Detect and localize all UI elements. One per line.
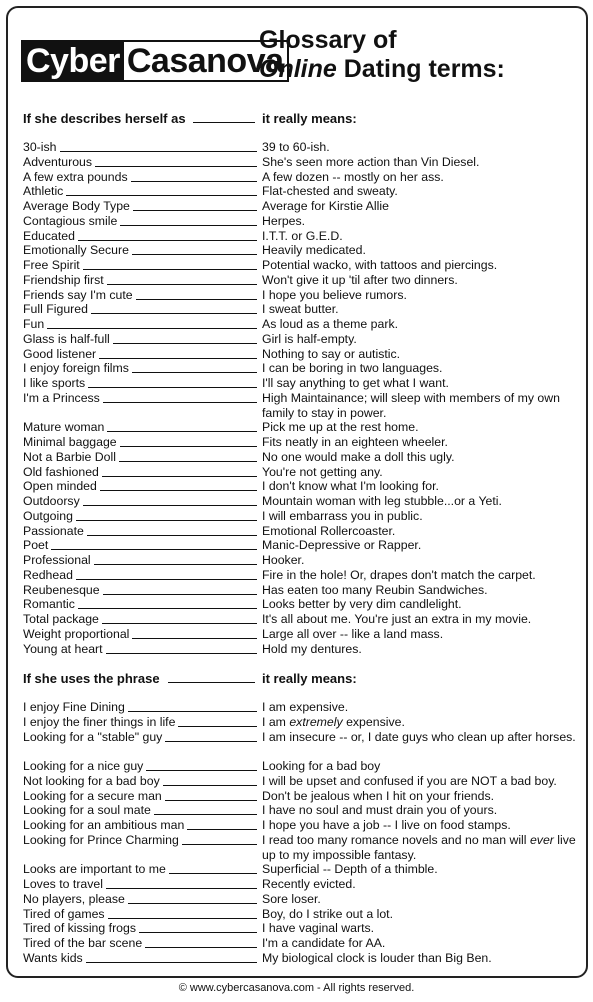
term-cell (23, 199, 257, 214)
term-text: I like sports (23, 376, 86, 390)
leader-line (103, 402, 257, 403)
section2-heading-blank (168, 682, 255, 683)
term-text: Loves to travel (23, 877, 103, 891)
term-text: Open minded (23, 479, 97, 494)
meaning-text: Herpes. (262, 213, 306, 228)
glossary-row (23, 538, 583, 553)
term-cell (23, 140, 257, 155)
leader-line (47, 328, 257, 329)
glossary-row (23, 833, 583, 863)
glossary-row (23, 420, 583, 435)
term-cell (23, 730, 257, 745)
leader-line (154, 814, 257, 815)
leader-line (120, 225, 257, 226)
term-cell (23, 789, 257, 804)
leader-line (165, 800, 257, 801)
term-text: Wants kids (23, 950, 83, 965)
term-text: Adventurous (23, 154, 93, 169)
leader-line (145, 947, 257, 948)
leader-line (108, 918, 257, 919)
glossary-row (23, 435, 583, 450)
term-text: Outdoorsy (23, 494, 80, 508)
term-cell (23, 243, 257, 258)
title-dating-terms: Dating terms: (336, 55, 505, 83)
term-cell (23, 715, 257, 730)
term-cell (23, 332, 257, 347)
term-text: Not a Barbie Doll (23, 449, 116, 464)
term-cell (23, 450, 257, 465)
meaning-text: A few dozen -- mostly on her ass. (262, 169, 444, 184)
glossary-row (23, 302, 583, 317)
glossary-row (23, 243, 583, 258)
glossary-row (23, 317, 583, 332)
leader-line (106, 888, 257, 889)
glossary-row (23, 465, 583, 480)
term-text: Old fashioned (23, 464, 99, 479)
leader-line (133, 210, 257, 211)
term-cell (23, 568, 257, 583)
glossary-row (23, 229, 583, 244)
term-cell (23, 302, 257, 317)
glossary-row (23, 450, 583, 465)
meaning-text: Heavily medicated. (262, 243, 366, 258)
meaning-emphasis: ever (529, 832, 554, 847)
glossary-row (23, 597, 583, 612)
term-text: Total package (23, 612, 99, 626)
page-title (259, 26, 505, 84)
meaning-text: Manic-Depressive or Rapper. (262, 538, 422, 553)
term-cell (23, 376, 257, 391)
leader-line (78, 240, 257, 241)
term-text: Friendship first (23, 272, 104, 287)
term-text: Emotionally Secure (23, 243, 129, 258)
term-text: A few extra pounds (23, 169, 128, 184)
meaning-text: Looking for a bad boy (262, 759, 381, 773)
glossary-row (23, 494, 583, 509)
glossary-row (23, 184, 583, 199)
meaning-text: Nothing to say or autistic. (262, 346, 401, 361)
meaning-text: Don't be jealous when I hit on your friends. (262, 788, 495, 803)
leader-line (165, 741, 257, 742)
glossary-row (23, 524, 583, 539)
term-text: Looks are important to me (23, 862, 166, 877)
leader-line (107, 284, 257, 285)
leader-line (78, 608, 257, 609)
term-cell (23, 951, 257, 966)
term-text: Free Spirit (23, 258, 80, 272)
term-cell (23, 494, 257, 509)
glossary-row (23, 892, 583, 907)
leader-line (102, 623, 257, 624)
meaning-text: Girl is half-empty. (262, 331, 357, 346)
term-text: Looking for a soul mate (23, 803, 151, 818)
meaning-part: I am (262, 714, 290, 729)
meaning-text: I sweat butter. (262, 302, 339, 317)
term-cell (23, 347, 257, 362)
term-cell (23, 435, 257, 450)
term-cell (23, 170, 257, 185)
section1-heading (23, 111, 573, 127)
leader-line (132, 254, 257, 255)
term-cell (23, 509, 257, 524)
section1-heading-blank (193, 122, 255, 123)
leader-line (103, 594, 257, 595)
term-text: Outgoing (23, 508, 73, 523)
term-text: No players, please (23, 891, 125, 906)
meaning-text: I can be boring in two languages. (262, 361, 443, 376)
term-cell (23, 155, 257, 170)
leader-line (76, 579, 257, 580)
term-text: Tired of kissing frogs (23, 921, 136, 936)
glossary-row (23, 818, 583, 833)
leader-line (113, 343, 257, 344)
term-cell (23, 288, 257, 303)
meaning-text: I am expensive. (262, 700, 349, 714)
term-text: Full Figured (23, 302, 88, 317)
leader-line (106, 653, 257, 654)
term-text: Good listener (23, 346, 97, 361)
leader-line (94, 564, 257, 565)
meaning-text: Emotional Rollercoaster. (262, 523, 396, 538)
term-cell (23, 273, 257, 288)
term-text: Tired of games (23, 906, 105, 921)
term-text: Average Body Type (23, 199, 130, 213)
glossary-row (23, 583, 583, 598)
meaning-text: Won't give it up 'til after two dinners. (262, 272, 458, 287)
glossary-row (23, 700, 583, 715)
leader-line (182, 844, 257, 845)
meaning-text: Looks better by very dim candlelight. (262, 597, 462, 612)
glossary-row (23, 199, 583, 214)
term-text: Weight proportional (23, 626, 130, 641)
leader-line (120, 446, 257, 447)
leader-line (102, 476, 257, 477)
leader-line (91, 313, 257, 314)
meaning-text: Has eaten too many Reubin Sandwiches. (262, 582, 488, 597)
term-cell (23, 936, 257, 951)
section2-heading-right: it really means: (262, 671, 357, 686)
term-cell (23, 862, 257, 877)
leader-line (66, 195, 257, 196)
glossary-row (23, 361, 583, 376)
term-cell (23, 907, 257, 922)
term-cell (23, 803, 257, 818)
title-online-word: Online (259, 55, 337, 83)
leader-line (132, 638, 257, 639)
meaning-text: You're not getting any. (262, 464, 383, 479)
glossary-row (23, 332, 583, 347)
term-text: Poet (23, 538, 49, 553)
meaning-text: I hope you have a job -- I live on food stamps. (262, 818, 511, 832)
term-text: I enjoy Fine Dining (23, 700, 125, 714)
meaning-text: Recently evicted. (262, 877, 356, 891)
glossary-row (23, 170, 583, 185)
term-cell (23, 892, 257, 907)
meaning-text: 39 to 60-ish. (262, 140, 330, 154)
glossary-row (23, 862, 583, 877)
term-text: Friends say I'm cute (23, 287, 133, 302)
glossary-row (23, 214, 583, 229)
term-text: I enjoy foreign films (23, 361, 129, 376)
term-text: Professional (23, 553, 91, 567)
leader-line (86, 962, 257, 963)
title-line-1: Glossary of (259, 26, 397, 54)
meaning-text: I.T.T. or G.E.D. (262, 228, 343, 243)
leader-line (107, 431, 257, 432)
term-text: Young at heart (23, 641, 103, 656)
glossary-row (23, 759, 583, 774)
leader-line (60, 151, 258, 152)
meaning-text (262, 715, 582, 730)
term-cell (23, 420, 257, 435)
term-cell (23, 317, 257, 332)
term-text: I enjoy the finer things in life (23, 714, 176, 729)
meaning-emphasis: extremely (289, 714, 343, 729)
glossary-row (23, 140, 583, 155)
glossary-row (23, 774, 583, 789)
glossary-row (23, 715, 583, 730)
meaning-text: I am insecure -- or, I date guys who clean up after horses. (262, 729, 576, 744)
leader-line (51, 549, 257, 550)
glossary-row (23, 907, 583, 922)
glossary-row (23, 288, 583, 303)
glossary-row (23, 951, 583, 966)
meaning-part: live up to my impossible fantasy. (262, 832, 576, 862)
leader-line (83, 269, 257, 270)
term-text: Redhead (23, 567, 73, 582)
meaning-text: Pick me up at the rest home. (262, 420, 419, 435)
glossary-row (23, 273, 583, 288)
term-text: Not looking for a bad boy (23, 773, 160, 788)
glossary-row (23, 921, 583, 936)
leader-line (187, 829, 257, 830)
meaning-text: My biological clock is louder than Big Ben. (262, 950, 492, 965)
glossary-row (23, 479, 583, 494)
meaning-text: High Maintainance; will sleep with members of my own family to stay in power. (262, 390, 560, 420)
term-text: Contagious smile (23, 213, 118, 228)
meaning-text: No one would make a doll this ugly. (262, 449, 455, 464)
leader-line (95, 166, 257, 167)
term-cell (23, 184, 257, 199)
meaning-text: I don't know what I'm looking for. (262, 479, 439, 494)
leader-line (83, 505, 257, 506)
term-text: I'm a Princess (23, 390, 100, 405)
term-cell (23, 583, 257, 598)
meaning-text: Fire in the hole! Or, drapes don't match the carpet. (262, 567, 536, 582)
term-text: Athletic (23, 184, 64, 199)
term-text: Fun (23, 317, 45, 331)
leader-line (88, 387, 257, 388)
meaning-text: Average for Kirstie Allie (262, 199, 389, 213)
glossary-row (23, 391, 583, 421)
meaning-text: It's all about me. You're just an extra in my movie. (262, 612, 532, 626)
leader-line (128, 903, 257, 904)
meaning-text: I have no soul and must drain you of yours. (262, 803, 498, 818)
term-cell (23, 214, 257, 229)
term-text: Tired of the bar scene (23, 936, 143, 950)
leader-line (163, 785, 257, 786)
meaning-text: I'm a candidate for AA. (262, 936, 386, 950)
leader-line (100, 490, 257, 491)
meaning-text: Large all over -- like a land mass. (262, 626, 444, 641)
term-text: Reubenesque (23, 582, 100, 597)
glossary-row (23, 155, 583, 170)
meaning-part: expensive. (342, 714, 405, 729)
section1-list (23, 140, 583, 656)
term-text: Educated (23, 228, 75, 243)
meaning-text: Boy, do I strike out a lot. (262, 906, 394, 921)
term-cell (23, 627, 257, 642)
meaning-text: I hope you believe rumors. (262, 287, 407, 302)
glossary-row (23, 642, 583, 657)
logo-part-cyber: Cyber (23, 42, 124, 80)
section1-heading-right: it really means: (262, 111, 357, 126)
meaning-text (262, 833, 582, 863)
meaning-text: I'll say anything to get what I want. (262, 376, 449, 390)
leader-line (178, 726, 257, 727)
term-cell (23, 597, 257, 612)
section1-heading-left: If she describes herself as (23, 111, 186, 126)
term-text: Looking for a "stable" guy (23, 729, 163, 744)
meaning-text: I will be upset and confused if you are NOT a bad boy. (262, 773, 557, 788)
term-cell (23, 921, 257, 936)
term-cell (23, 361, 257, 376)
glossary-row (23, 553, 583, 568)
meaning-text: Potential wacko, with tattoos and piercings. (262, 258, 498, 272)
header (14, 23, 574, 93)
title-line-2 (259, 55, 505, 84)
term-text: Romantic (23, 597, 75, 612)
leader-line (131, 181, 257, 182)
term-cell (23, 612, 257, 627)
leader-line (119, 461, 257, 462)
leader-line (128, 711, 257, 712)
meaning-text: Sore loser. (262, 891, 321, 906)
term-text: Looking for a secure man (23, 788, 162, 803)
leader-line (132, 372, 257, 373)
term-cell (23, 538, 257, 553)
leader-line (76, 520, 257, 521)
meaning-text: Hooker. (262, 553, 305, 567)
glossary-row (23, 509, 583, 524)
term-cell (23, 479, 257, 494)
term-cell (23, 229, 257, 244)
term-text: 30-ish (23, 140, 57, 154)
term-text: Looking for an ambitious man (23, 818, 185, 832)
leader-line (139, 932, 257, 933)
leader-line (136, 299, 257, 300)
term-cell (23, 877, 257, 892)
glossary-row (23, 612, 583, 627)
term-cell (23, 833, 257, 848)
meaning-text: She's seen more action than Vin Diesel. (262, 154, 480, 169)
glossary-row (23, 936, 583, 951)
meaning-text: Flat-chested and sweaty. (262, 184, 398, 199)
term-text: Glass is half-full (23, 331, 110, 346)
term-text: Minimal baggage (23, 435, 117, 449)
meaning-text: Mountain woman with leg stubble...or a Yeti. (262, 494, 502, 508)
term-cell (23, 818, 257, 833)
leader-line (99, 358, 257, 359)
term-text: Looking for a nice guy (23, 759, 144, 773)
glossary-row (23, 627, 583, 642)
term-text: Looking for Prince Charming (23, 832, 179, 847)
glossary-row (23, 877, 583, 892)
meaning-text: I will embarrass you in public. (262, 508, 423, 523)
meaning-text: Fits neatly in an eighteen wheeler. (262, 435, 448, 449)
section2-heading-left: If she uses the phrase (23, 671, 160, 686)
copyright-footer: © www.cybercasanova.com - All rights reserved. (178, 982, 415, 994)
term-cell (23, 700, 257, 715)
section2-heading (23, 671, 573, 687)
leader-line (169, 873, 257, 874)
meaning-text: I have vaginal warts. (262, 921, 375, 936)
glossary-row (23, 568, 583, 583)
section2-list (23, 700, 583, 966)
glossary-row (23, 376, 583, 391)
meaning-part: I read too many romance novels and no man will (262, 832, 530, 847)
meaning-text: Superficial -- Depth of a thimble. (262, 862, 438, 877)
glossary-row (23, 258, 583, 273)
leader-line (87, 535, 257, 536)
term-cell (23, 465, 257, 480)
term-cell (23, 524, 257, 539)
meaning-text: As loud as a theme park. (262, 317, 399, 331)
glossary-row (23, 347, 583, 362)
term-cell (23, 759, 257, 774)
term-cell (23, 391, 257, 406)
logo-part-casanova: Casanova (124, 42, 287, 80)
term-cell (23, 553, 257, 568)
leader-line (146, 770, 257, 771)
term-text: Mature woman (23, 420, 105, 435)
term-cell (23, 774, 257, 789)
term-cell (23, 642, 257, 657)
term-cell (23, 258, 257, 273)
cybercasanova-logo (21, 40, 289, 82)
term-text: Passionate (23, 523, 84, 538)
glossary-row (23, 730, 583, 760)
meaning-text: Hold my dentures. (262, 641, 362, 656)
glossary-row (23, 803, 583, 818)
glossary-row (23, 789, 583, 804)
